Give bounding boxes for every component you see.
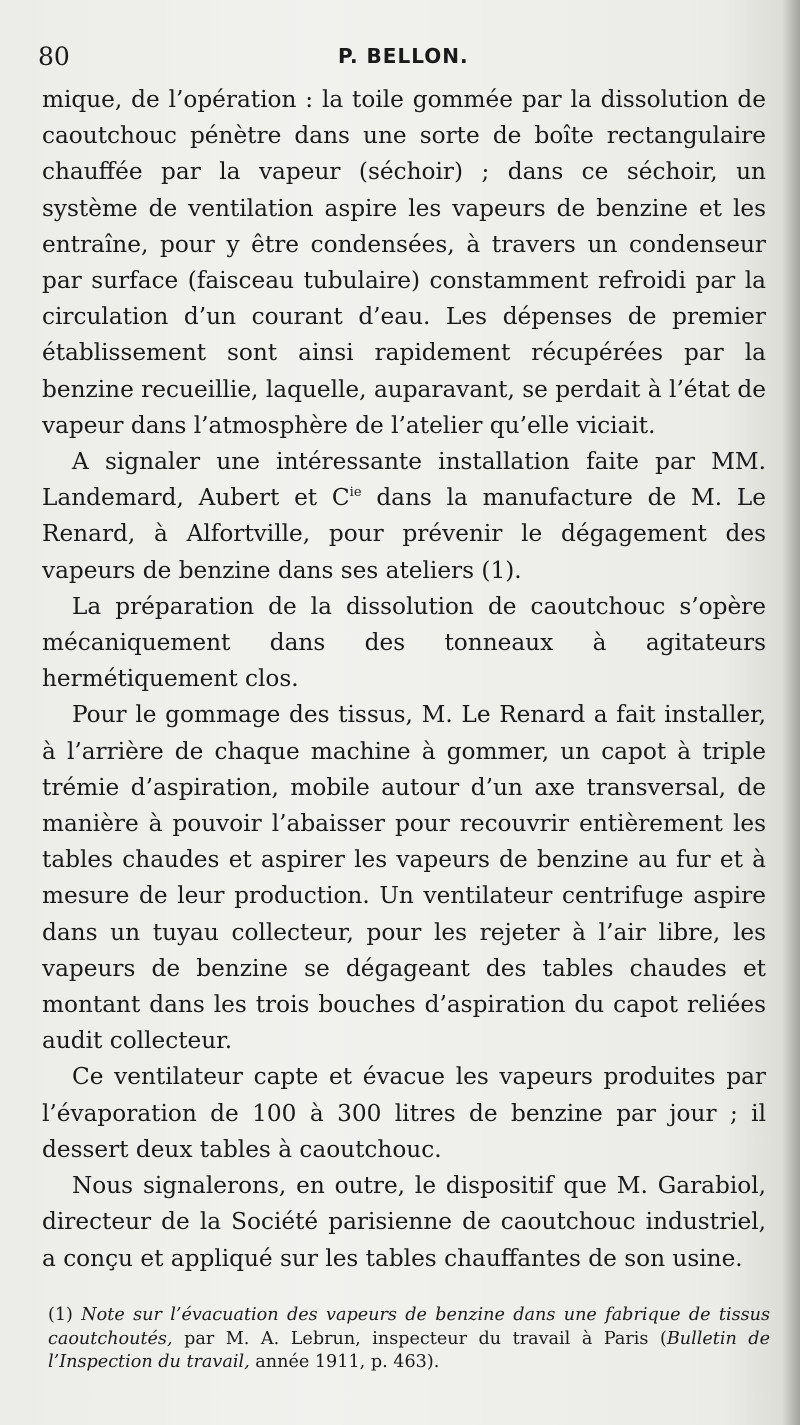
paragraph-3: La préparation de la dissolution de caoutchouc s’opère mécaniquement dans des tonneaux à agitateurs hermétiquement clos.: [42, 592, 766, 693]
paragraph-5: Ce ventilateur capte et évacue les vapeurs produites par l’évaporation de 100 à 300 litres de benzine par jour ; il dessert deux tables à caoutchouc.: [42, 1063, 766, 1163]
footnote-journal: Bulletin de l’Inspection du travail,: [48, 1328, 770, 1372]
footnote-marker: (1): [48, 1305, 73, 1325]
footnote-author: par M. A. Lebrun, inspecteur du travail à Paris (: [172, 1328, 667, 1349]
superscript-ie: ie: [349, 485, 362, 501]
page-gutter-shadow: [782, 0, 800, 1425]
paragraph-2: [42, 444, 766, 589]
footnote-1: [48, 1304, 770, 1375]
footnote-citation: année 1911, p. 463).: [249, 1352, 440, 1372]
paragraph-4: Pour le gommage des tissus, M. Le Renard a fait installer, à l’arrière de chaque machine à gommer, un capot à triple trémie d’aspiration, mobile autour d’un axe transversal, de manière à pouvoir l’abaisser pour recouvrir entièrement les tables chaudes et aspirer les vapeurs de benzine au fur et à mesure de leur production. Un ventilateur centrifuge aspire dans un tuyau collecteur, pour les rejeter à l’air libre, les vapeurs de benzine se dégageant des tables chaudes et montant dans les trois bouches d’aspiration du capot reliées audit collecteur.: [42, 701, 766, 1055]
footnote-title: Note sur l’évacuation des vapeurs de benzine dans une fabrique de tissus caoutchoutés,: [48, 1305, 770, 1349]
page-number: 80: [38, 42, 70, 71]
body-text: [42, 82, 766, 1277]
paragraph-2-text-b: dans la manufacture de M. Le Renard, à Alfortville, pour prévenir le dégagement des vapeurs de benzine dans ses ateliers (1).: [42, 484, 766, 584]
page-header: [38, 42, 760, 82]
paragraph-6: Nous signalerons, en outre, le dispositif que M. Garabiol, directeur de la Société parisienne de caoutchouc industriel, a conçu et appliqué sur les tables chauffantes de son usine.: [42, 1172, 766, 1272]
running-head: P. BELLON.: [338, 44, 469, 68]
footnote: [48, 1304, 770, 1375]
paragraph-2-text-a: A signaler une intéressante installation faite par MM. Landemard, Aubert et C: [42, 448, 766, 512]
paragraph-1: mique, de l’opération : la toile gommée par la dissolution de caoutchouc pénètre dans une sorte de boîte rectangulaire chauffée par la vapeur (séchoir) ; dans ce séchoir, un système de ventilation aspire les vapeurs de benzine et les entraîne, pour y être condensées, à travers un condenseur par surface (faisceau tubulaire) constamment refroidi par la circulation d’un courant d’eau. Les dépenses de premier établissement sont ainsi rapidement récupérées par la benzine recueillie, laquelle, auparavant, se perdait à l’état de vapeur dans l’atmosphère de l’atelier qu’elle viciait.: [42, 86, 766, 439]
